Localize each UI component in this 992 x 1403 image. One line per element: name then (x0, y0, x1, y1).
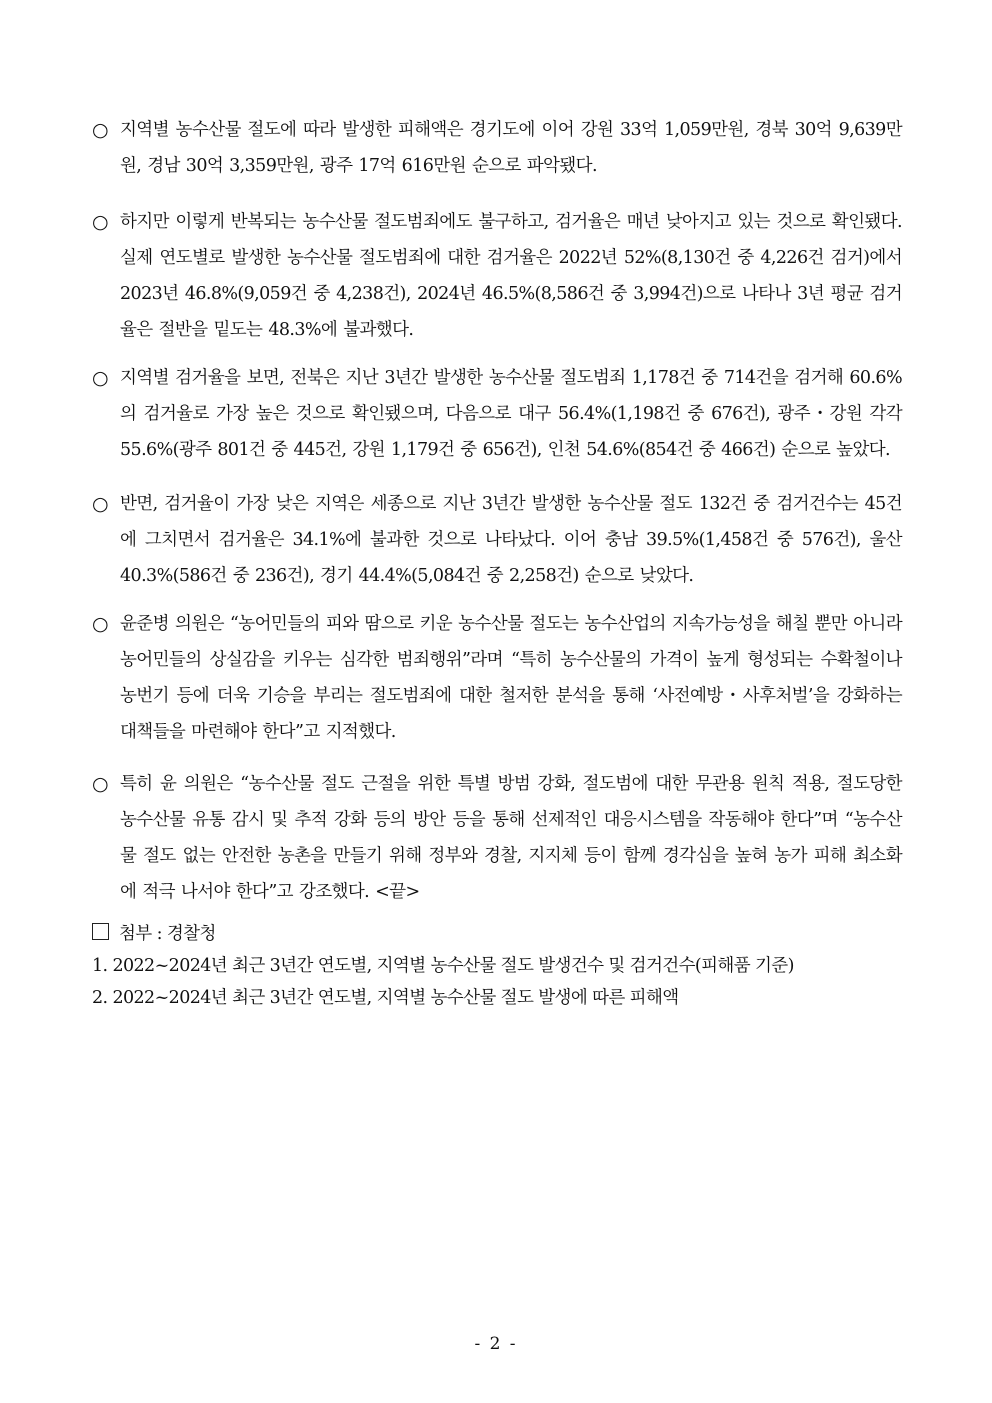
paragraph-4 (92, 486, 902, 594)
paragraph-text: 윤준병 의원은 “농어민들의 피와 땀으로 키운 농수산물 절도는 농수산업의 지속가능성을 해칠 뿐만 아니라 농어민들의 상실감을 키우는 심각한 범죄행위”라며 “특히 농수산물의 가격이 높게 형성되는 수확철이나 농번기 등에 더욱 기승을 부리는 절도범죄에 대한 철저한 분석을 통해 ‘사전예방・사후처벌’을 강화하는 대책들을 마련해야 한다”고 지적했다. (120, 614, 902, 742)
paragraph-1 (92, 112, 902, 184)
paragraph-text: 특히 윤 의원은 “농수산물 절도 근절을 위한 특별 방범 강화, 절도범에 대한 무관용 원칙 적용, 절도당한 농수산물 유통 감시 및 추적 강화 등의 방안 등을 통해 선제적인 대응시스템을 작동해야 한다”며 “농수산물 절도 없는 안전한 농촌을 만들기 위해 정부와 경찰, 지지체 등이 함께 경각심을 높혀 농가 피해 최소화에 적극 나서야 한다”고 강조했다. <끝> (120, 774, 902, 902)
paragraph-text: 지역별 검거율을 보면, 전북은 지난 3년간 발생한 농수산물 절도범죄 1,178건 중 714건을 검거해 60.6%의 검거율로 가장 높은 것으로 확인됐으며, 다음으로 대구 56.4%(1,198건 중 676건), 광주・강원 각각 55.6%(광주 801건 중 445건, 강원 1,179건 중 656건), 인천 54.6%(854건 중 466건) 순으로 높았다. (120, 368, 902, 460)
attachments-heading (92, 918, 902, 950)
circle-bullet-icon: ○ (92, 367, 109, 389)
circle-bullet-icon: ○ (92, 119, 109, 141)
circle-bullet-icon: ○ (92, 211, 109, 233)
attachment-item-1: 1. 2022~2024년 최근 3년간 연도별, 지역별 농수산물 절도 발생건수 및 검거건수(피해품 기준) (92, 956, 794, 976)
square-bullet-icon (92, 923, 109, 940)
attachment-item-2: 2. 2022~2024년 최근 3년간 연도별, 지역별 농수산물 절도 발생에 따른 피해액 (92, 988, 679, 1008)
paragraph-6 (92, 766, 902, 910)
paragraph-text: 반면, 검거율이 가장 낮은 지역은 세종으로 지난 3년간 발생한 농수산물 절도 132건 중 검거건수는 45건에 그치면서 검거율은 34.1%에 불과한 것으로 나타났다. 이어 충남 39.5%(1,458건 중 576건), 울산 40.3%(586건 중 236건), 경기 44.4%(5,084건 중 2,258건) 순으로 낮았다. (120, 494, 902, 586)
circle-bullet-icon: ○ (92, 493, 109, 515)
circle-bullet-icon: ○ (92, 773, 109, 795)
circle-bullet-icon: ○ (92, 613, 109, 635)
paragraph-2 (92, 204, 902, 348)
page-number: - 2 - (474, 1334, 518, 1354)
paragraph-text: 지역별 농수산물 절도에 따라 발생한 피해액은 경기도에 이어 강원 33억 1,059만원, 경북 30억 9,639만원, 경남 30억 3,359만원, 광주 17억 616만원 순으로 파악됐다. (120, 120, 902, 176)
attachments-heading-text: 첨부 : 경찰청 (119, 924, 216, 944)
paragraph-3 (92, 360, 902, 468)
paragraph-5 (92, 606, 902, 750)
paragraph-text: 하지만 이렇게 반복되는 농수산물 절도범죄에도 불구하고, 검거율은 매년 낮아지고 있는 것으로 확인됐다. 실제 연도별로 발생한 농수산물 절도범죄에 대한 검거율은 2022년 52%(8,130건 중 4,226건 검거)에서 2023년 46.8%(9,059건 중 4,238건), 2024년 46.5%(8,586건 중 3,994건)으로 나타나 3년 평균 검거율은 절반을 밑도는 48.3%에 불과했다. (120, 212, 902, 340)
